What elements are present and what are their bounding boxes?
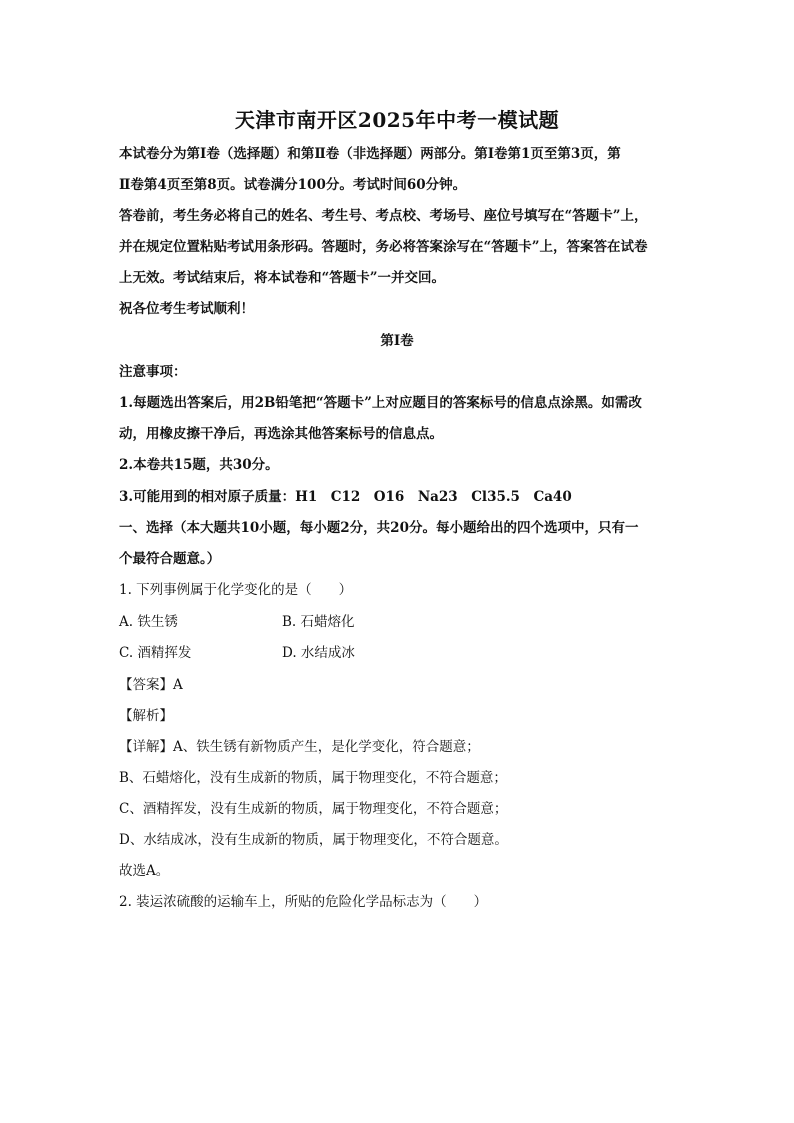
section-title: 第Ⅰ卷: [380, 333, 414, 349]
question-2-stem: 2. 装运浓硫酸的运输车上，所贴的危险化学品标志为（ ）: [119, 894, 488, 910]
intro-line-2: Ⅱ卷第4页至第8页。试卷满分100分。考试时间60分钟。: [119, 177, 467, 193]
intro-line-4: 并在规定位置粘贴考试用条形码。答题时，务必将答案涂写在“答题卡”上，答案答在试卷: [119, 239, 648, 255]
notes-heading: 注意事项：: [119, 364, 187, 380]
note-line-4: 3.可能用到的相对原子质量：H1 C12 O16 Na23 Cl35.5 Ca40: [119, 489, 572, 505]
option-d: D. 水结成冰: [282, 645, 355, 661]
detail-line-3: C、酒精挥发，没有生成新的物质，属于物理变化，不符合题意；: [119, 801, 508, 817]
intro-line-6: 祝各位考生考试顺利！: [119, 301, 254, 317]
note-line-3: 2.本卷共15题，共30分。: [119, 457, 279, 473]
page-title: 天津市南开区2025年中考一模试题: [234, 108, 560, 132]
note-line-1: 1.每题选出答案后，用2B铅笔把“答题卡”上对应题目的答案标号的信息点涂黑。如需改: [119, 395, 642, 411]
detail-line-5: 故选A。: [119, 863, 170, 879]
detail-line-1: 【详解】A、铁生锈有新物质产生，是化学变化，符合题意；: [119, 739, 480, 755]
intro-line-3: 答卷前，考生务必将自己的姓名、考生号、考点校、考场号、座位号填写在“答题卡”上，: [119, 208, 648, 224]
note-line-2: 动，用橡皮擦干净后，再选涂其他答案标号的信息点。: [119, 426, 443, 442]
option-c: C. 酒精挥发: [119, 645, 192, 661]
answer-label: 【答案】A: [119, 677, 183, 693]
intro-line-5: 上无效。考试结束后，将本试卷和“答题卡”一并交回。: [119, 270, 446, 286]
intro-line-1: 本试卷分为第Ⅰ卷（选择题）和第Ⅱ卷（非选择题）两部分。第Ⅰ卷第1页至第3页，第: [119, 146, 621, 162]
detail-line-4: D、水结成冰，没有生成新的物质，属于物理变化，不符合题意。: [119, 832, 508, 848]
option-a: A. 铁生锈: [119, 614, 178, 630]
detail-line-2: B、石蜡熔化，没有生成新的物质，属于物理变化，不符合题意；: [119, 770, 507, 786]
question-1-stem: 1. 下列事例属于化学变化的是（ ）: [119, 582, 353, 598]
analysis-label: 【解析】: [119, 708, 173, 724]
part-heading-line-2: 个最符合题意。）: [119, 551, 221, 567]
option-b: B. 石蜡熔化: [282, 614, 355, 630]
part-heading-line-1: 一、选择（本大题共10小题，每小题2分，共20分。每小题给出的四个选项中，只有一: [119, 520, 639, 536]
